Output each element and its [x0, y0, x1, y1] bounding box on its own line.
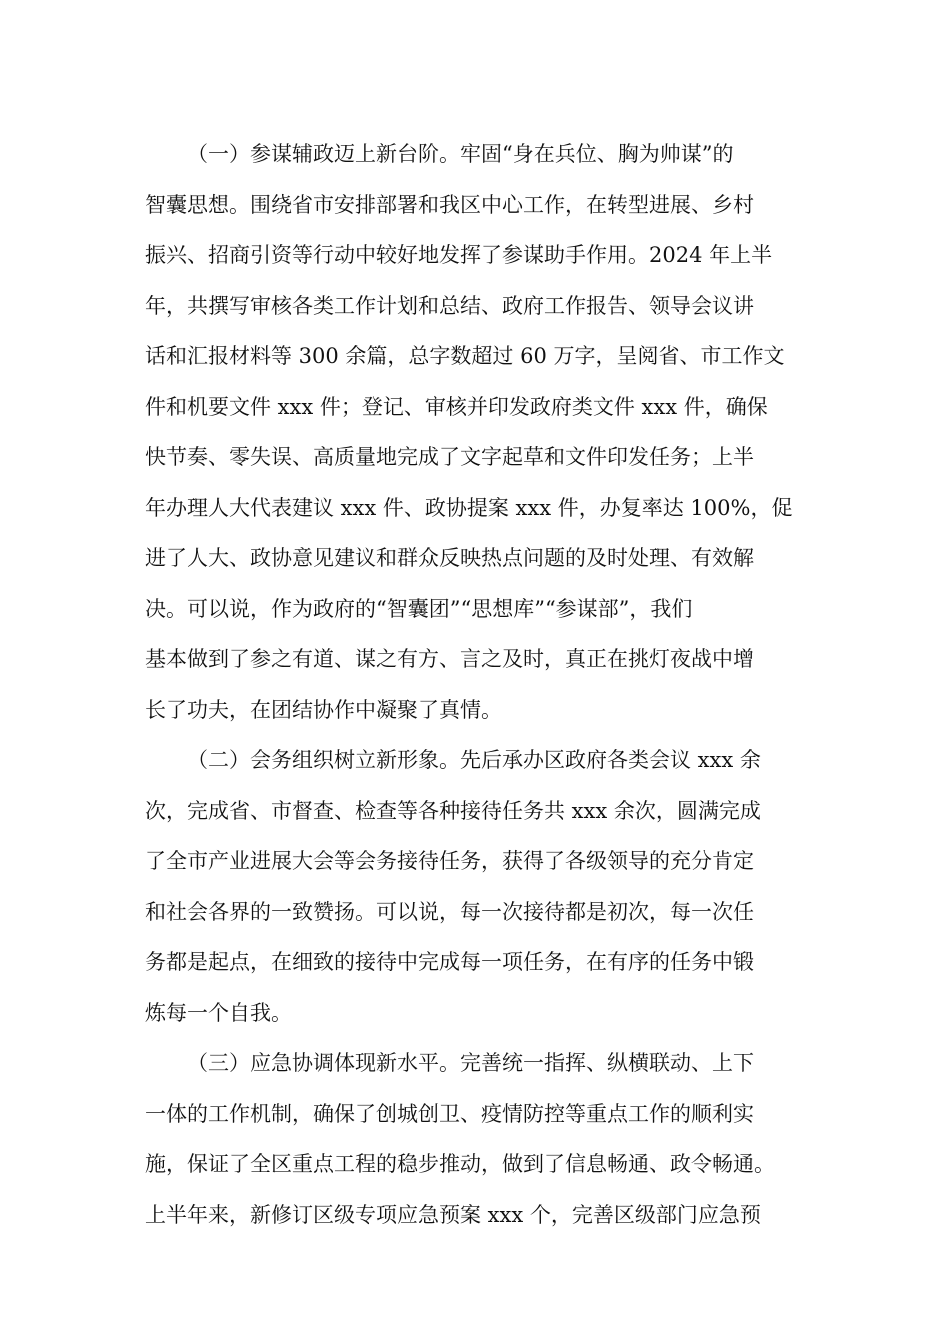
paragraph-line: 次，完成省、市督查、检查等各种接待任务共 xxx 余次，圆满完成: [145, 798, 761, 823]
paragraph-line: 振兴、招商引资等行动中较好地发挥了参谋助手作用。2024 年上半: [145, 243, 773, 267]
paragraph-line: 务都是起点，在细致的接待中完成每一项任务，在有序的任务中锻: [145, 950, 754, 974]
paragraph-line: 炼每一个自我。: [145, 1000, 292, 1025]
paragraph-line: （三）应急协调体现新水平。完善统一指挥、纵横联动、上下: [187, 1051, 754, 1075]
paragraph-line: 件和机要文件 xxx 件；登记、审核并印发政府类文件 xxx 件，确保: [145, 394, 768, 419]
paragraph-line: 一体的工作机制，确保了创城创卫、疫情防控等重点工作的顺利实: [145, 1101, 754, 1126]
paragraph-line: 了全市产业进展大会等会务接待任务，获得了各级领导的充分肯定: [145, 849, 754, 873]
paragraph-line: 基本做到了参之有道、谋之有方、言之及时，真正在挑灯夜战中增: [145, 647, 754, 671]
paragraph-line: 和社会各界的一致赞扬。可以说，每一次接待都是初次，每一次任: [145, 899, 754, 924]
paragraph-line: 上半年来，新修订区级专项应急预案 xxx 个，完善区级部门应急预: [145, 1202, 761, 1227]
paragraph-line: 施，保证了全区重点工程的稳步推动，做到了信息畅通、政令畅通。: [145, 1152, 775, 1176]
paragraph-line: 智囊思想。围绕省市安排部署和我区中心工作，在转型进展、乡村: [145, 192, 754, 217]
paragraph-line: 话和汇报材料等 300 余篇，总字数超过 60 万字，呈阅省、市工作文: [145, 344, 785, 368]
paragraph-line: 长了功夫，在团结协作中凝聚了真情。: [145, 697, 502, 722]
paragraph-line: 决。可以说，作为政府的“智囊团”“思想库”“参谋部”，我们: [145, 596, 693, 621]
paragraph-3: [145, 1038, 809, 1240]
paragraph-line: （一）参谋辅政迈上新台阶。牢固“身在兵位、胸为帅谋”的: [187, 142, 734, 166]
paragraph-1: [145, 129, 809, 735]
paragraph-2: [145, 735, 809, 1038]
document-body: [145, 129, 809, 1240]
paragraph-line: 年办理人大代表建议 xxx 件、政协提案 xxx 件，办复率达 100%，促: [145, 495, 793, 520]
paragraph-line: （二）会务组织树立新形象。先后承办区政府各类会议 xxx 余: [187, 748, 761, 772]
paragraph-line: 快节奏、零失误、高质量地完成了文字起草和文件印发任务；上半: [145, 445, 754, 469]
paragraph-line: 年，共撰写审核各类工作计划和总结、政府工作报告、领导会议讲: [145, 293, 754, 318]
paragraph-line: 进了人大、政协意见建议和群众反映热点问题的及时处理、有效解: [145, 546, 754, 570]
